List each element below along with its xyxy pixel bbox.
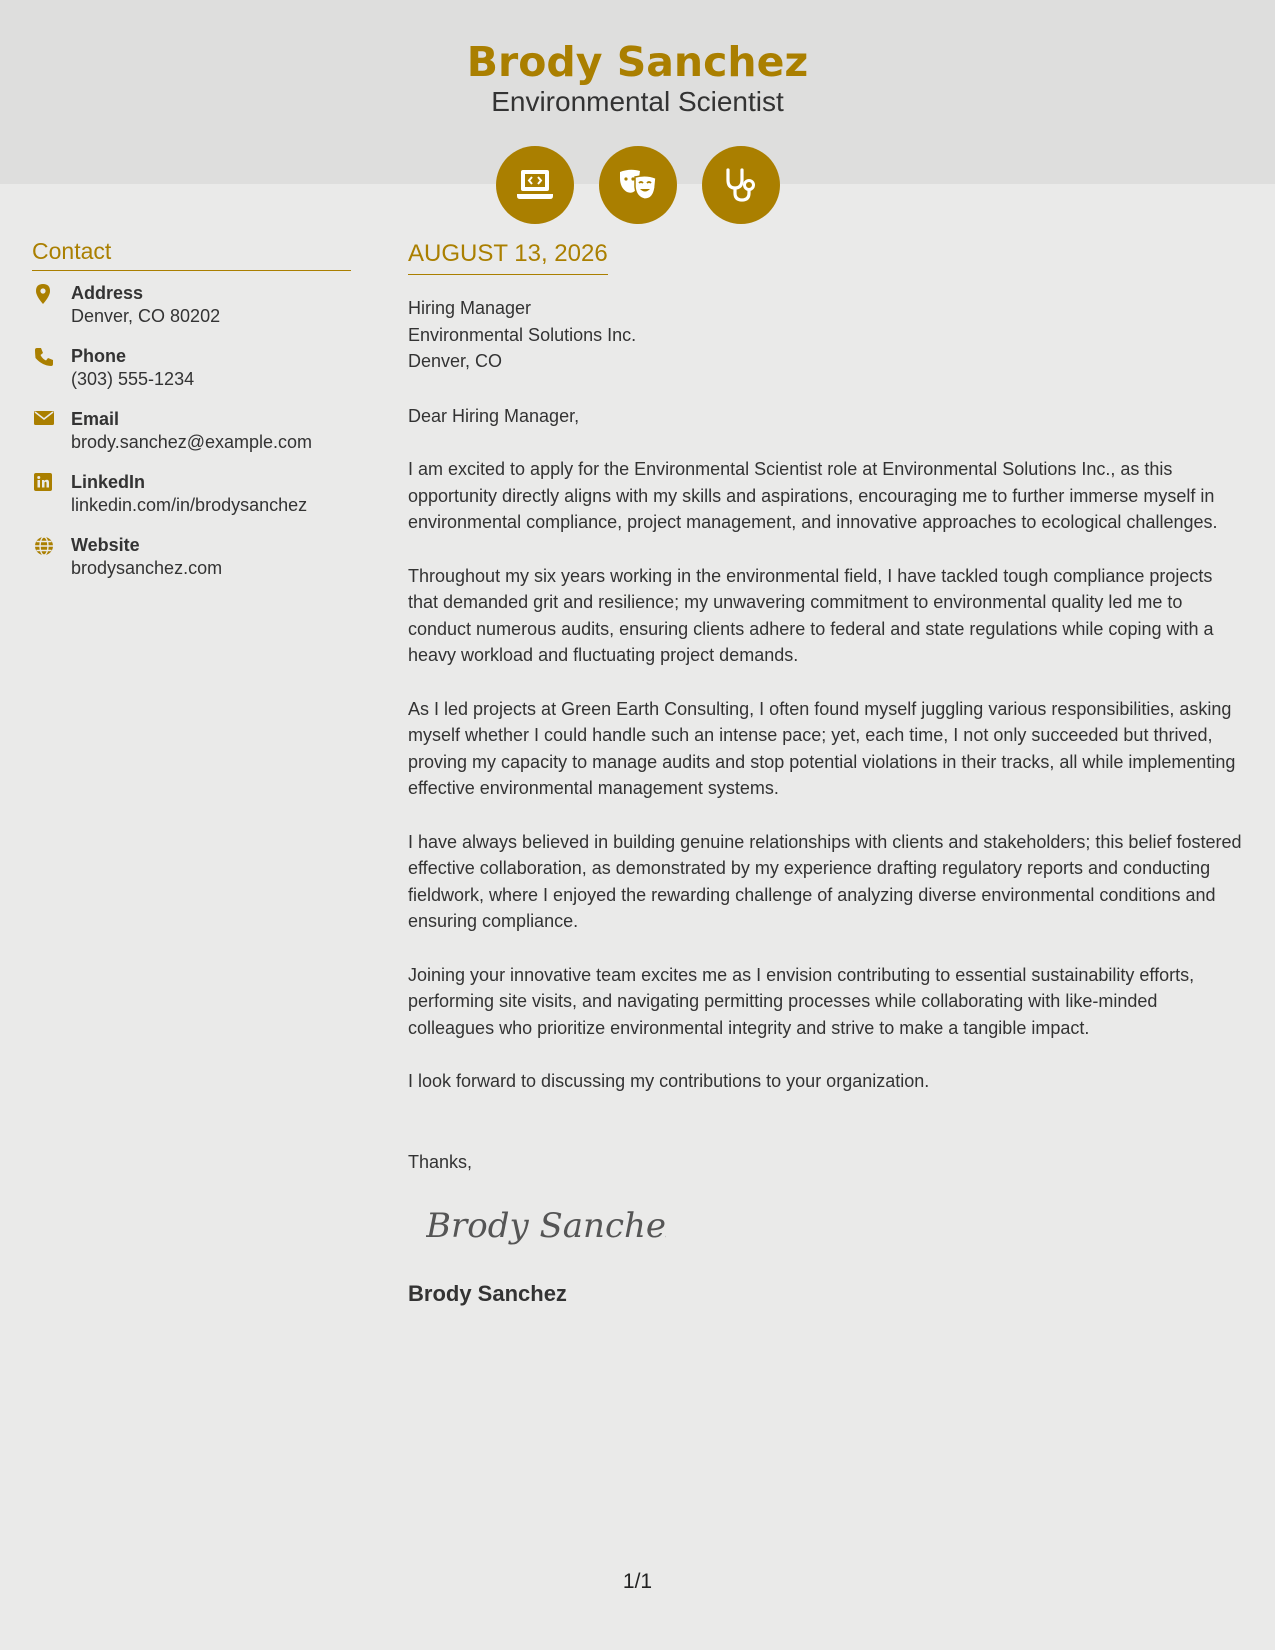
- phone-icon: [34, 347, 54, 367]
- contact-item-phone: [32, 345, 351, 390]
- linkedin-icon: [34, 473, 54, 493]
- letter-paragraph: I look forward to discussing my contributions to your organization.: [408, 1071, 930, 1091]
- letter-paragraph: I have always believed in building genuine relationships with clients and stakeholders; this belief fostered effective collaboration, as demonstrated by my experience drafting regulatory reports and conducting fieldwork, where I enjoyed the rewarding challenge of analyzing diverse environmental conditions and ensuring compliance.: [408, 831, 1242, 931]
- contact-label: Address: [71, 283, 144, 303]
- globe-icon: [34, 536, 54, 556]
- page-number: 1/1: [622, 1570, 653, 1593]
- contact-item-email: [32, 408, 351, 453]
- letter-paragraph: Throughout my six years working in the environmental field, I have tackled tough compliance projects that demanded grit and resilience; my unwavering commitment to environmental quality led me to conduct numerous audits, ensuring clients adhere to federal and state regulations while coping with a heavy workload and fluctuating project demands.: [408, 565, 1214, 665]
- laptop-code-icon: [496, 146, 574, 224]
- applicant-name: Brody Sanchez: [466, 38, 809, 86]
- contact-label: Email: [71, 409, 120, 429]
- contact-label: Phone: [71, 346, 127, 366]
- contact-item-linkedin: [32, 471, 351, 516]
- envelope-icon: [34, 410, 54, 430]
- contact-value: (303) 555-1234: [71, 369, 195, 389]
- contact-list: [32, 282, 351, 579]
- recipient-line: Hiring Manager: [408, 298, 532, 318]
- contact-value: brodysanchez.com: [71, 558, 223, 578]
- signature-text: Brody Sanchez: [426, 1206, 666, 1246]
- signer-name: Brody Sanchez: [408, 1281, 567, 1306]
- contact-value: linkedin.com/in/brodysanchez: [71, 495, 308, 515]
- contact-item-address: [32, 282, 351, 327]
- contact-value: Denver, CO 80202: [71, 306, 221, 326]
- map-pin-icon: [34, 284, 54, 304]
- recipient-line: Denver, CO: [408, 351, 503, 371]
- closing: Thanks,: [408, 1151, 473, 1172]
- recipient-line: Environmental Solutions Inc.: [408, 324, 637, 345]
- handwritten-signature: [426, 1197, 1248, 1253]
- contact-value: brody.sanchez@example.com: [71, 432, 313, 452]
- contact-item-website: [32, 534, 351, 579]
- letter-body: [408, 240, 1248, 1307]
- contact-heading: Contact: [32, 238, 351, 271]
- letter-date: AUGUST 13, 2026: [408, 240, 608, 275]
- contact-sidebar: [32, 238, 351, 597]
- theater-masks-icon: [599, 146, 677, 224]
- applicant-role: Environmental Scientist: [491, 86, 784, 117]
- contact-label: Website: [71, 535, 140, 555]
- letter-paragraph: As I led projects at Green Earth Consulting, I often found myself juggling various responsibilities, asking myself whether I could handle such an intense pace; yet, each time, I not only succeeded but thrived, proving my capacity to manage audits and stop potential violations in their tracks, all while implementing effective environmental management systems.: [408, 698, 1236, 798]
- contact-label: LinkedIn: [71, 472, 146, 492]
- letter-paragraph: I am excited to apply for the Environmental Scientist role at Environmental Solutions Inc., as this opportunity directly aligns with my skills and aspirations, encouraging me to further immerse myself in environmental compliance, project management, and innovative approaches to ecological challenges.: [408, 459, 1218, 532]
- stethoscope-icon: [702, 146, 780, 224]
- recipient-block: [408, 295, 1248, 375]
- interest-icons: [496, 146, 780, 224]
- greeting: Dear Hiring Manager,: [408, 405, 580, 426]
- letter-paragraph: Joining your innovative team excites me as I envision contributing to essential sustainability efforts, performing site visits, and navigating permitting processes while collaborating with like-minded colleagues who prioritize environmental integrity and strive to make a tangible impact.: [408, 964, 1195, 1038]
